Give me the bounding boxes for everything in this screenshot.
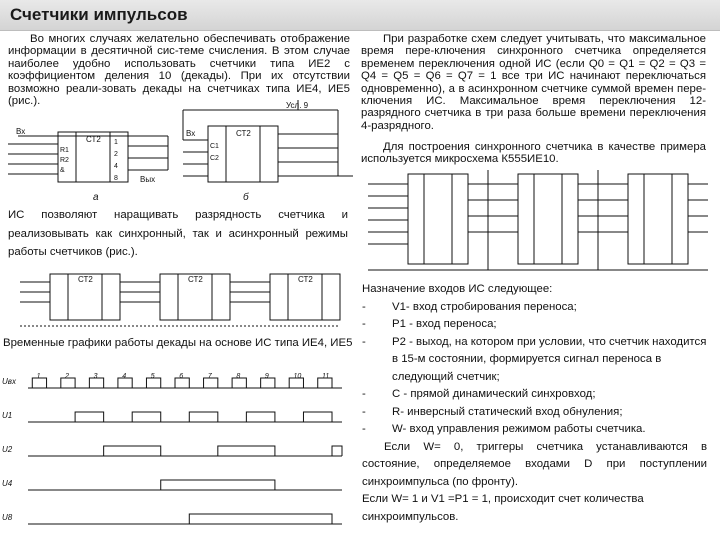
slide-title: Счетчики импульсов [10, 5, 188, 24]
timing-waveform [104, 446, 342, 456]
inputs-section [362, 281, 707, 526]
fig1-label-b: б [243, 192, 249, 203]
timing-tick-label: 9 [264, 373, 269, 380]
mode-paragraph-1 [362, 439, 707, 492]
fig1-pin-and: & [60, 167, 65, 174]
timing-tick-label: 7 [207, 373, 212, 380]
right-paragraph-2-text: Для построения синхронного счетчика в качестве примера используется микросхема К555ИЕ10. [361, 141, 706, 166]
timing-tick-label: 5 [150, 373, 155, 380]
timing-waveform [189, 514, 332, 524]
fig1-label-a: а [93, 192, 99, 203]
fig2-chip-1-label: СТ2 [78, 275, 93, 284]
fig1-output: Вых [140, 175, 156, 184]
list-item: - W- вход управления режимом работы счетчика. [362, 421, 707, 439]
title-bar [0, 0, 720, 31]
fig1-pin-4: 4 [114, 163, 118, 170]
fig1-pin-r1: R1 [60, 147, 69, 154]
timing-tick-label: 6 [179, 373, 184, 380]
right-paragraph-1-text: При разработке схем следует учитывать, что максимальное время пере-ключения синхронного счетчика определяется временем переключения одной ИС (если Q0 = Q1 = Q2 = Q3 = Q4 = Q5 = Q6 = Q7 = 1 все три ИС начинают переключаться одновременно), а в асинхронном счетчике суммой времен пере-ключения ИС. Максимальное время переключения 12-разрядного счетчика в три раза больше времени переключения 4-разрядного. [361, 33, 706, 132]
fig1-chip-b-label: СТ2 [236, 129, 251, 138]
mode-paragraph-2: Если W= 1 и V1 =P1 = 1, происходит счет количества синхроимпульсов. [362, 493, 644, 523]
timing-tick-label: 2 [65, 373, 70, 380]
list-item: - С - прямой динамический синхровход; [362, 386, 707, 404]
inputs-heading: Назначение входов ИС следующее: [362, 283, 553, 295]
timing-tick-label: 1 [36, 373, 41, 380]
list-item: - P2 - выход, на котором при условии, что счетчик находится в 15-м состоянии, формируется сигнал переноса в следующий счетчик; [362, 334, 707, 387]
timing-tick-label: 11 [322, 373, 330, 380]
timing-tick-label: 10 [293, 373, 302, 380]
fig1-pin-r2: R2 [60, 157, 69, 164]
fig1-input-b: Вх [186, 129, 196, 138]
fig1-pin-8: 8 [114, 175, 118, 182]
timing-waveform [75, 412, 332, 422]
fig1-pin-c2: C2 [210, 155, 219, 162]
figure-decade-schematic [8, 100, 358, 208]
timing-row-label: U2 [2, 445, 13, 454]
left-paragraph-3: Временные графики работы декады на основе ИС типа ИЕ4, ИЕ5 [3, 337, 353, 349]
timing-tick-label: 8 [236, 373, 241, 380]
timing-row-label: Uвх [2, 377, 16, 386]
timing-tick-label: 3 [93, 373, 98, 380]
timing-row-label: U8 [2, 513, 13, 522]
right-paragraph-1 [361, 33, 706, 132]
figure-sync-counter-schematic [368, 170, 713, 275]
fig1-usl: Усл. 9 [286, 101, 309, 110]
list-item: - P1 - вход переноса; [362, 316, 707, 334]
fig2-chip-3-label: СТ2 [298, 275, 313, 284]
list-item: - R- инверсный статический вход обнуления; [362, 404, 707, 422]
figure-cascade-schematic [20, 268, 350, 330]
left-paragraph-1 [8, 33, 350, 107]
timing-row-label: U1 [2, 411, 13, 420]
fig2-chip-2-label: СТ2 [188, 275, 203, 284]
list-item: - V1- вход стробирования переноса; [362, 299, 707, 317]
fig1-input-a: Вх [16, 127, 26, 136]
mode-paragraph-1-text: Если W= 0, триггеры счетчика устанавливаются в состояние, определяемое входами D при поступлении синхроимпульса (по фронту). [362, 440, 707, 488]
left-paragraph-1-text: Во многих случаях желательно обеспечивать отображение информации в десятичной сис-теме счисления. В этом случае наиболее удобно использовать счетчики типа ИЕ2 с коэффициентом деления 10 (декады). При их отсутствии возможно реали-зовать декады на счетчиках типа ИЕ4, ИЕ5 (рис.). [8, 33, 350, 108]
timing-row-label: U4 [2, 479, 13, 488]
fig1-pin-c1: C1 [210, 143, 219, 150]
right-paragraph-2 [361, 141, 706, 166]
inputs-list [362, 299, 707, 439]
fig1-pin-1: 1 [114, 139, 118, 146]
timing-diagram [2, 364, 352, 540]
timing-waveform [161, 480, 275, 490]
timing-tick-label: 4 [122, 373, 127, 380]
fig1-chip-a-label: СТ2 [86, 135, 101, 144]
left-paragraph-2: ИС позволяют наращивать разрядность счетчика и реализовывать как синхронный, так и асинхронный режимы работы счетчиков (рис.). [8, 209, 348, 259]
fig1-pin-2: 2 [114, 151, 118, 158]
